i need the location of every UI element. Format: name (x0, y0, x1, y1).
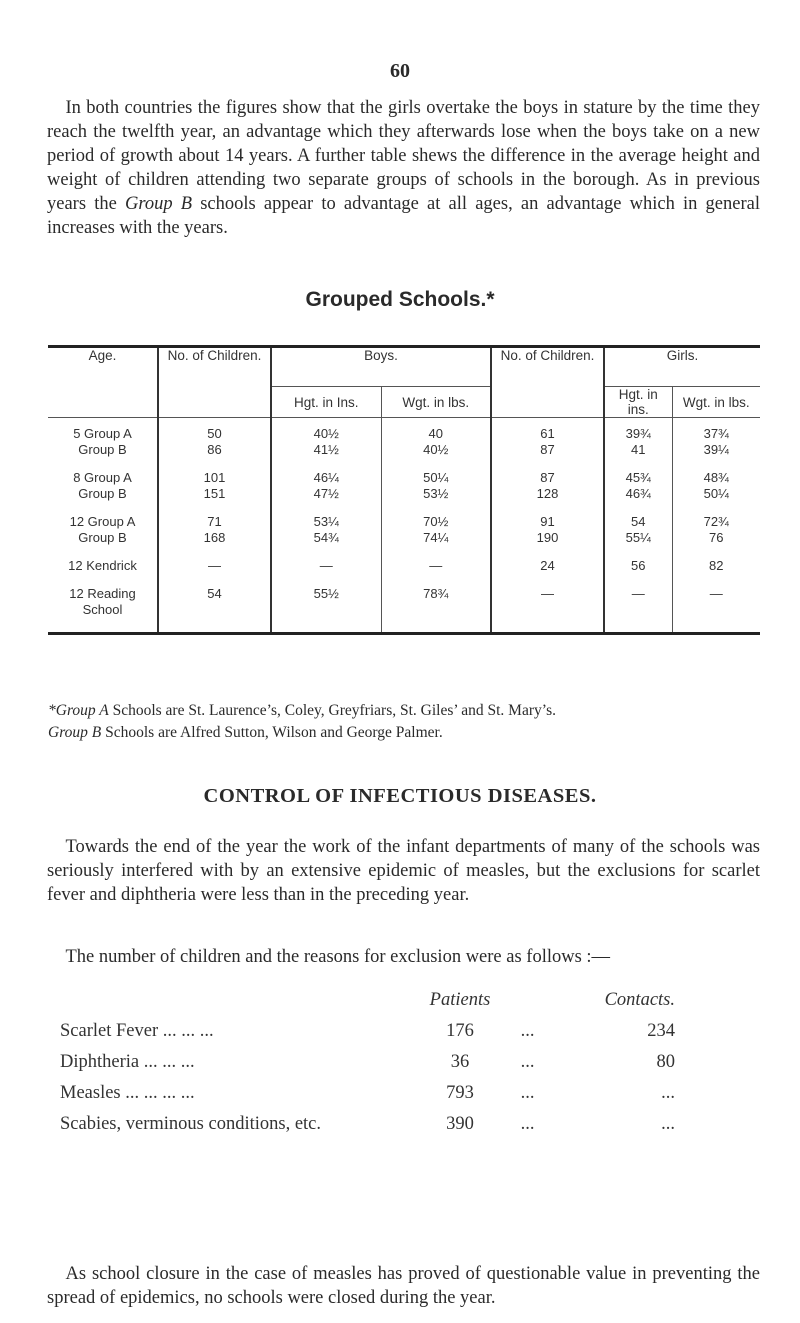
list-item: Diphtheria ... ... ... 36 ... 80 (60, 1052, 675, 1072)
header-girls-weight: Wgt. in lbs. (672, 387, 760, 418)
list-item: Scarlet Fever ... ... ... 176 ... 234 (60, 1021, 675, 1041)
table-row: Group B 168 54¾ 74¼ 190 55¼ 76 (48, 530, 760, 546)
table-row: 12 Reading School 54 55½ 78¾ — — — (48, 574, 760, 634)
intro-paragraph: In both countries the figures show that the girls overtake the boys in stature by the time they reach the twelfth year, an advantage which they afterwards lose when the boys take on a new period of growth about 14 years. A further table shews the difference in the average height and weight of children attending two separate groups of schools in the borough. As in previous years the Group B schools appear to advantage at all ages, an advantage which in general increases with the years. (47, 98, 760, 238)
closure-paragraph: As school closure in the case of measles has proved of questionable value in preventing the spread of epidemics, no schools were closed during the year. (47, 1264, 760, 1308)
contacts-header: Contacts. (604, 990, 675, 1010)
header-boys-weight: Wgt. in lbs. (381, 387, 491, 418)
table-row: 5 Group A 50 40½ 40 61 39¾ 37¾ (48, 418, 760, 443)
header-boys: Boys. (271, 347, 491, 387)
footnote-group-b: Group B Schools are Alfred Sutton, Wilson and George Palmer. (48, 724, 443, 741)
patients-header: Patients (429, 990, 491, 1010)
list-item: Scabies, verminous conditions, etc. 390 ... ... (60, 1114, 675, 1134)
table-row: 12 Kendrick — — — 24 56 82 (48, 546, 760, 574)
exclusion-intro: The number of children and the reasons for exclusion were as follows :— (65, 947, 611, 967)
exclusion-table (60, 985, 685, 1140)
page-number: 60 (390, 60, 410, 82)
header-girls: Girls. (604, 347, 760, 387)
grouped-schools-table (48, 345, 760, 635)
list-item: Measles ... ... ... ... 793 ... ... (60, 1083, 675, 1103)
header-boys-height: Hgt. in Ins. (271, 387, 381, 418)
table-row: 12 Group A 71 53¼ 70½ 91 54 72¾ (48, 502, 760, 530)
grouped-schools-title: Grouped Schools.* (305, 288, 495, 311)
table-row: 8 Group A 101 46¼ 50¼ 87 45¾ 48¾ (48, 458, 760, 486)
header-girls-no-children: No. of Children. (491, 347, 604, 418)
header-age: Age. (88, 348, 117, 363)
header-boys-no-children: No. of Children. (158, 347, 271, 418)
header-girls-height: Hgt. in ins. (604, 387, 672, 418)
footnote-group-a: *Group A Schools are St. Laurence’s, Coley, Greyfriars, St. Giles’ and St. Mary’s. (48, 702, 556, 719)
table-row: Group B 86 41½ 40½ 87 41 39¼ (48, 442, 760, 458)
table-row: Group B 151 47½ 53½ 128 46¾ 50¼ (48, 486, 760, 502)
section-heading: CONTROL OF INFECTIOUS DISEASES. (203, 785, 597, 807)
epidemic-paragraph: Towards the end of the year the work of the infant departments of many of the schools was seriously interfered with by an extensive epidemic of measles, but the exclusions for scarlet fever and diphtheria were less than in the preceding year. (47, 837, 760, 905)
